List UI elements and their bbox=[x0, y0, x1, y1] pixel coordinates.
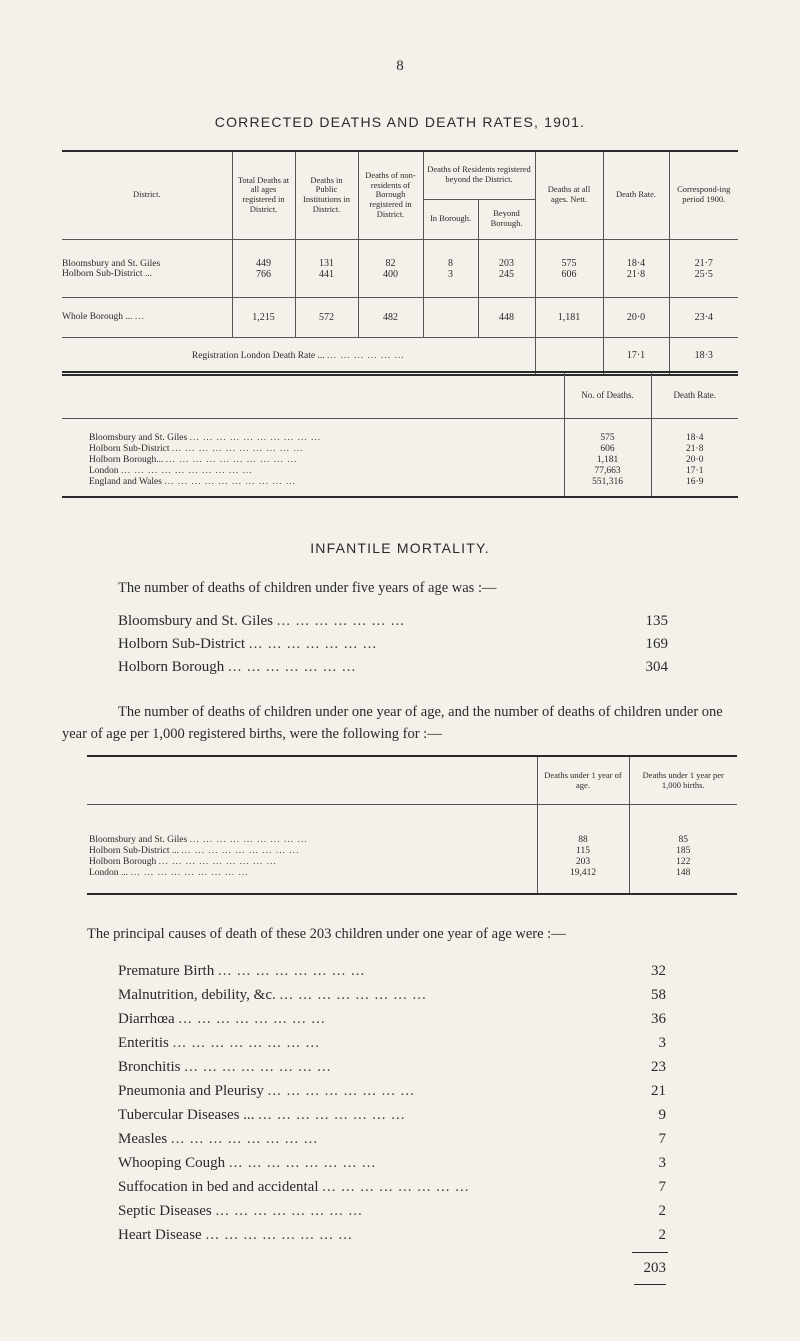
under-one-label: Bloomsbury and St. Giles ... ... ... ... ... ... ... ... ... bbox=[89, 834, 308, 845]
cell-rate: 20·0 bbox=[603, 297, 669, 337]
registration-label: Registration London Death Rate ... ... ... ... ... ... ... bbox=[62, 337, 535, 375]
cell-rate: 21·8 bbox=[603, 269, 669, 297]
table-row bbox=[62, 432, 738, 443]
header-in-borough: In Borough. bbox=[423, 199, 478, 239]
comparison-label: England and Wales ... ... ... ... ... ... ... ... ... ... bbox=[89, 476, 296, 487]
comparison-label: Holborn Sub-District ... ... ... ... ... ... ... ... ... ... bbox=[89, 443, 304, 454]
corrected-deaths-table bbox=[62, 150, 738, 376]
cell-deaths: 77,663 bbox=[564, 465, 651, 476]
table-row bbox=[62, 476, 738, 487]
cell-prev: 18·3 bbox=[669, 337, 738, 375]
cell-deaths: 115 bbox=[537, 845, 629, 856]
cell-rate: 17·1 bbox=[651, 465, 738, 476]
cell-non-res: 482 bbox=[358, 297, 423, 337]
cell-rate: 16·9 bbox=[651, 476, 738, 487]
table-row bbox=[87, 856, 737, 867]
table-row bbox=[62, 239, 738, 269]
cell-in-borough bbox=[423, 297, 478, 337]
district-name: Bloomsbury and St. Giles bbox=[62, 239, 232, 269]
cell-rate: 18·4 bbox=[651, 432, 738, 443]
total-rule bbox=[632, 1252, 668, 1253]
cell-per-thousand: 85 bbox=[629, 834, 737, 845]
cell-deaths: 203 bbox=[537, 856, 629, 867]
header-death-rate: Death Rate. bbox=[603, 151, 669, 239]
header-beyond-borough: Beyond Borough. bbox=[478, 199, 535, 239]
header-under-one-deaths: Deaths under 1 year of age. bbox=[537, 756, 629, 804]
cell-rate: 20·0 bbox=[651, 454, 738, 465]
header-district: District. bbox=[132, 189, 161, 200]
header-residents-beyond: Deaths of Residents registered beyond the District. bbox=[423, 151, 535, 199]
header-per-thousand: Deaths under 1 year per 1,000 births. bbox=[629, 756, 737, 804]
cell-prev: 21·7 bbox=[669, 239, 738, 269]
whole-borough-row bbox=[62, 297, 738, 337]
under-one-table bbox=[87, 755, 737, 895]
under-one-label: Holborn Borough ... ... ... ... ... ... ... ... ... bbox=[89, 856, 277, 867]
under-one-intro: The number of deaths of children under one year of age, and the number of deaths of children under one year of age per 1,000 registered births, were the following for :— bbox=[62, 704, 723, 742]
registration-row bbox=[62, 337, 738, 375]
table-row bbox=[62, 443, 738, 454]
header-corresponding: Correspond-ing period 1900. bbox=[669, 151, 738, 239]
cell-rate: 17·1 bbox=[603, 337, 669, 375]
cell-non-res: 82 bbox=[358, 239, 423, 269]
whole-borough-label: Whole Borough ... ... bbox=[62, 297, 232, 337]
cell-prev: 25·5 bbox=[669, 269, 738, 297]
cell-non-res: 400 bbox=[358, 269, 423, 297]
cell-beyond-borough: 203 bbox=[478, 239, 535, 269]
cell-nett: 1,181 bbox=[535, 297, 603, 337]
table-row bbox=[62, 269, 738, 297]
cell-deaths: 19,412 bbox=[537, 867, 629, 878]
cell-deaths: 88 bbox=[537, 834, 629, 845]
cell-per-thousand: 185 bbox=[629, 845, 737, 856]
table-row bbox=[87, 867, 737, 878]
header-no-deaths: No. of Deaths. bbox=[564, 372, 651, 418]
header-comparison-rate: Death Rate. bbox=[651, 372, 738, 418]
cell-per-thousand: 148 bbox=[629, 867, 737, 878]
cell-in-borough: 3 bbox=[423, 269, 478, 297]
cell-rate: 21·8 bbox=[651, 443, 738, 454]
comparison-blank-header bbox=[62, 372, 564, 418]
under-one-blank-header bbox=[87, 756, 537, 804]
table-row bbox=[87, 845, 737, 856]
header-deaths-nett: Deaths at all ages. Nett. bbox=[535, 151, 603, 239]
cell-prev: 23·4 bbox=[669, 297, 738, 337]
causes-total: 203 bbox=[643, 1260, 666, 1276]
cell-nett: 575 bbox=[535, 239, 603, 269]
header-non-residents: Deaths of non-residents of Borough registered in District. bbox=[358, 151, 423, 239]
deaths-heading: CORRECTED DEATHS AND DEATH RATES, 1901. bbox=[214, 114, 586, 130]
comparison-label: London ... ... ... ... ... ... ... ... ... ... bbox=[89, 465, 253, 476]
cell-nett: 606 bbox=[535, 269, 603, 297]
causes-intro: The principal causes of death of these 203 children under one year of age were :— bbox=[87, 926, 566, 942]
cell-deaths: 1,181 bbox=[564, 454, 651, 465]
comparison-table bbox=[62, 371, 738, 498]
comparison-label: Holborn Borough... ... ... ... ... ... ... ... ... ... ... bbox=[89, 454, 298, 465]
table-row bbox=[87, 834, 737, 845]
page-number: 8 bbox=[396, 58, 404, 74]
under-one-label: London ... ... ... ... ... ... ... ... ... ... bbox=[89, 867, 249, 878]
under-five-intro: The number of deaths of children under five years of age was :— bbox=[118, 580, 497, 596]
cell-deaths: 606 bbox=[564, 443, 651, 454]
cell-rate: 18·4 bbox=[603, 239, 669, 269]
under-one-label: Holborn Sub-District ... ... ... ... ... ... ... ... ... ... bbox=[89, 845, 300, 856]
cell-nett bbox=[535, 337, 603, 375]
comparison-label: Bloomsbury and St. Giles ... ... ... ... ... ... ... ... ... ... bbox=[89, 432, 322, 443]
cell-public: 131 bbox=[295, 239, 358, 269]
cell-total: 449 bbox=[232, 239, 295, 269]
table-row bbox=[62, 454, 738, 465]
header-public-institutions: Deaths in Public Institutions in District. bbox=[295, 151, 358, 239]
district-name: Holborn Sub-District ... bbox=[62, 269, 152, 279]
header-total-deaths: Total Deaths at all ages registered in District. bbox=[232, 151, 295, 239]
cell-beyond-borough: 245 bbox=[478, 269, 535, 297]
cell-total: 1,215 bbox=[232, 297, 295, 337]
infantile-heading: INFANTILE MORTALITY. bbox=[310, 540, 490, 556]
cell-deaths: 551,316 bbox=[564, 476, 651, 487]
cell-deaths: 575 bbox=[564, 432, 651, 443]
cell-public: 441 bbox=[295, 269, 358, 297]
cell-beyond-borough: 448 bbox=[478, 297, 535, 337]
cell-per-thousand: 122 bbox=[629, 856, 737, 867]
cell-public: 572 bbox=[295, 297, 358, 337]
table-row bbox=[62, 465, 738, 476]
cell-in-borough: 8 bbox=[423, 239, 478, 269]
cell-total: 766 bbox=[232, 269, 295, 297]
total-underline bbox=[634, 1284, 666, 1285]
